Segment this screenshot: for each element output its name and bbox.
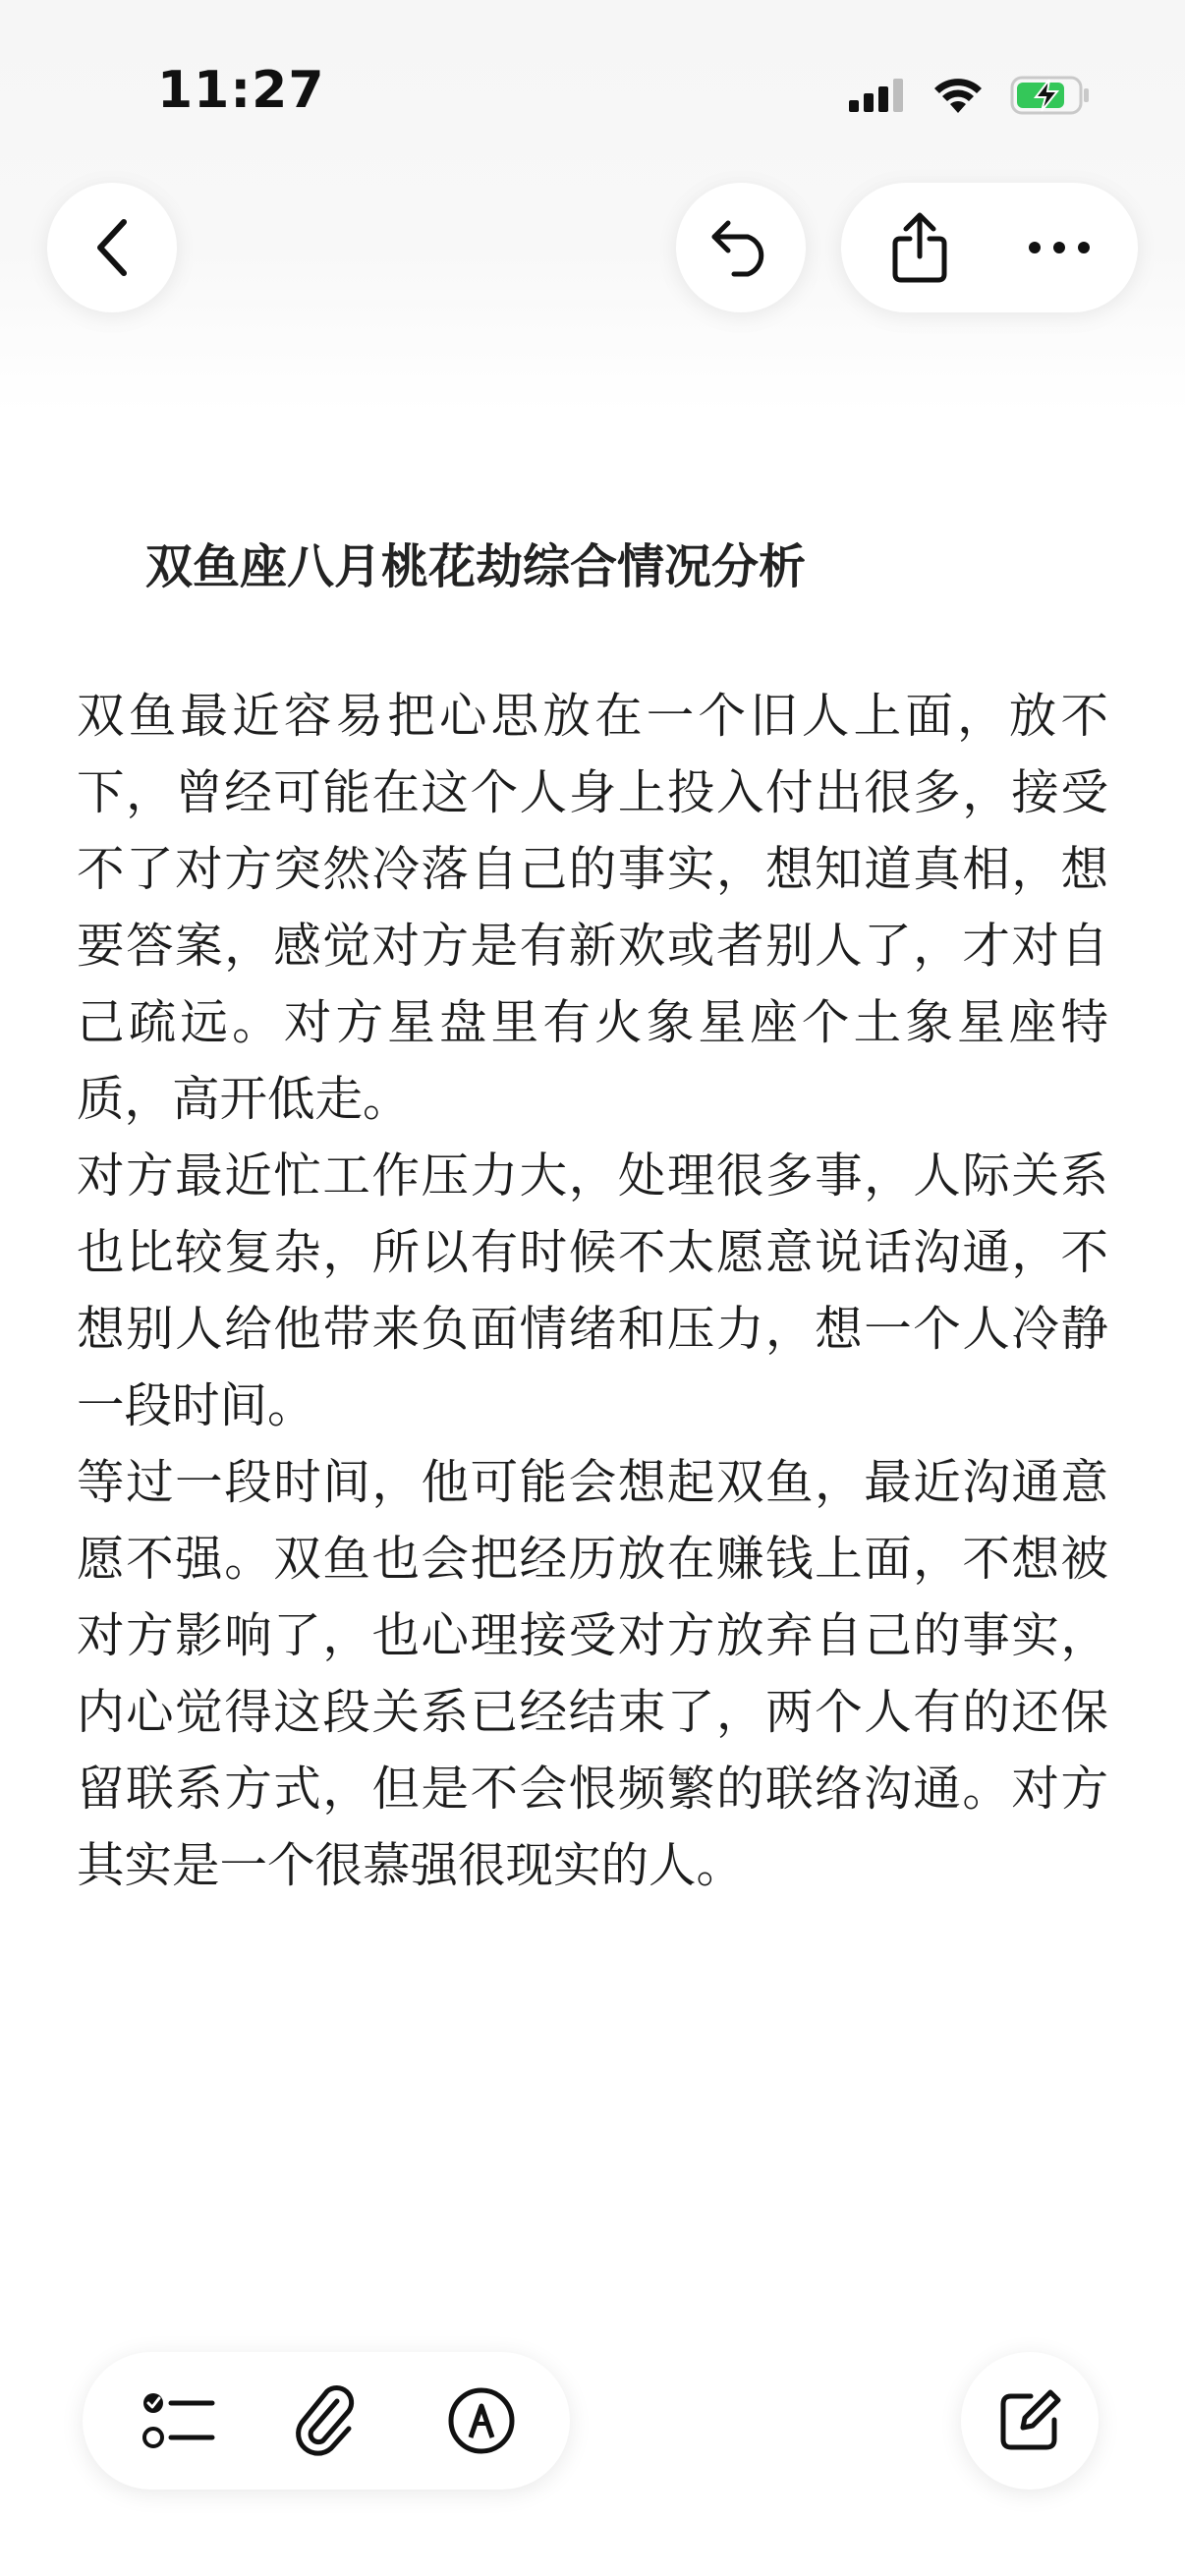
- note-paragraph: 双鱼最近容易把心思放在一个旧人上面，放不下，曾经可能在这个人身上投入付出很多，接受不了对方突然冷落自己的事实，想知道真相，想要答案，感觉对方是有新欢或者别人了，才对自己疏远。对方星盘里有火象星座个土象星座特质，高开低走。: [77, 689, 1108, 1127]
- checklist-icon: [141, 2388, 216, 2453]
- note-paragraph: 对方最近忙工作压力大，处理很多事，人际关系也比较复杂，所以有时候不太愿意说话沟通，不想别人给他带来负面情绪和压力，想一个人冷静一段时间。: [77, 1148, 1108, 1433]
- markup-pen-icon: [447, 2386, 516, 2455]
- compose-icon: [997, 2388, 1062, 2453]
- share-button[interactable]: [855, 183, 985, 312]
- wifi-icon: [931, 76, 985, 115]
- more-button[interactable]: [994, 183, 1124, 312]
- chevron-left-icon: [92, 216, 132, 279]
- paperclip-icon: [294, 2383, 359, 2458]
- note-paragraph: 等过一段时间，他可能会想起双鱼，最近沟通意愿不强。双鱼也会把经历放在赚钱上面，不想被对方影响了，也心理接受对方放弃自己的事实，内心觉得这段关系已经结束了，两个人有的还保留联系方式，但是不会恨频繁的联络沟通。对方其实是一个很慕强很现实的人。: [77, 1455, 1108, 1893]
- battery-charging-icon: [1010, 75, 1091, 116]
- undo-button[interactable]: [676, 183, 806, 312]
- markup-button[interactable]: [413, 2352, 550, 2490]
- cellular-signal-icon: [849, 79, 906, 112]
- compose-button[interactable]: [961, 2352, 1099, 2490]
- back-button[interactable]: [47, 183, 177, 312]
- ellipsis-icon: [1028, 241, 1091, 254]
- status-icons: [849, 71, 1091, 120]
- status-time: 11:27: [157, 61, 325, 120]
- bottom-toolbar: [83, 2352, 570, 2490]
- note-actions-pill: [841, 183, 1138, 312]
- attachment-button[interactable]: [257, 2352, 395, 2490]
- note-body[interactable]: [77, 678, 1108, 1904]
- note-title[interactable]: 双鱼座八月桃花劫综合情况分析: [145, 539, 807, 594]
- checklist-button[interactable]: [110, 2352, 248, 2490]
- share-icon: [890, 211, 949, 284]
- undo-icon: [708, 217, 773, 278]
